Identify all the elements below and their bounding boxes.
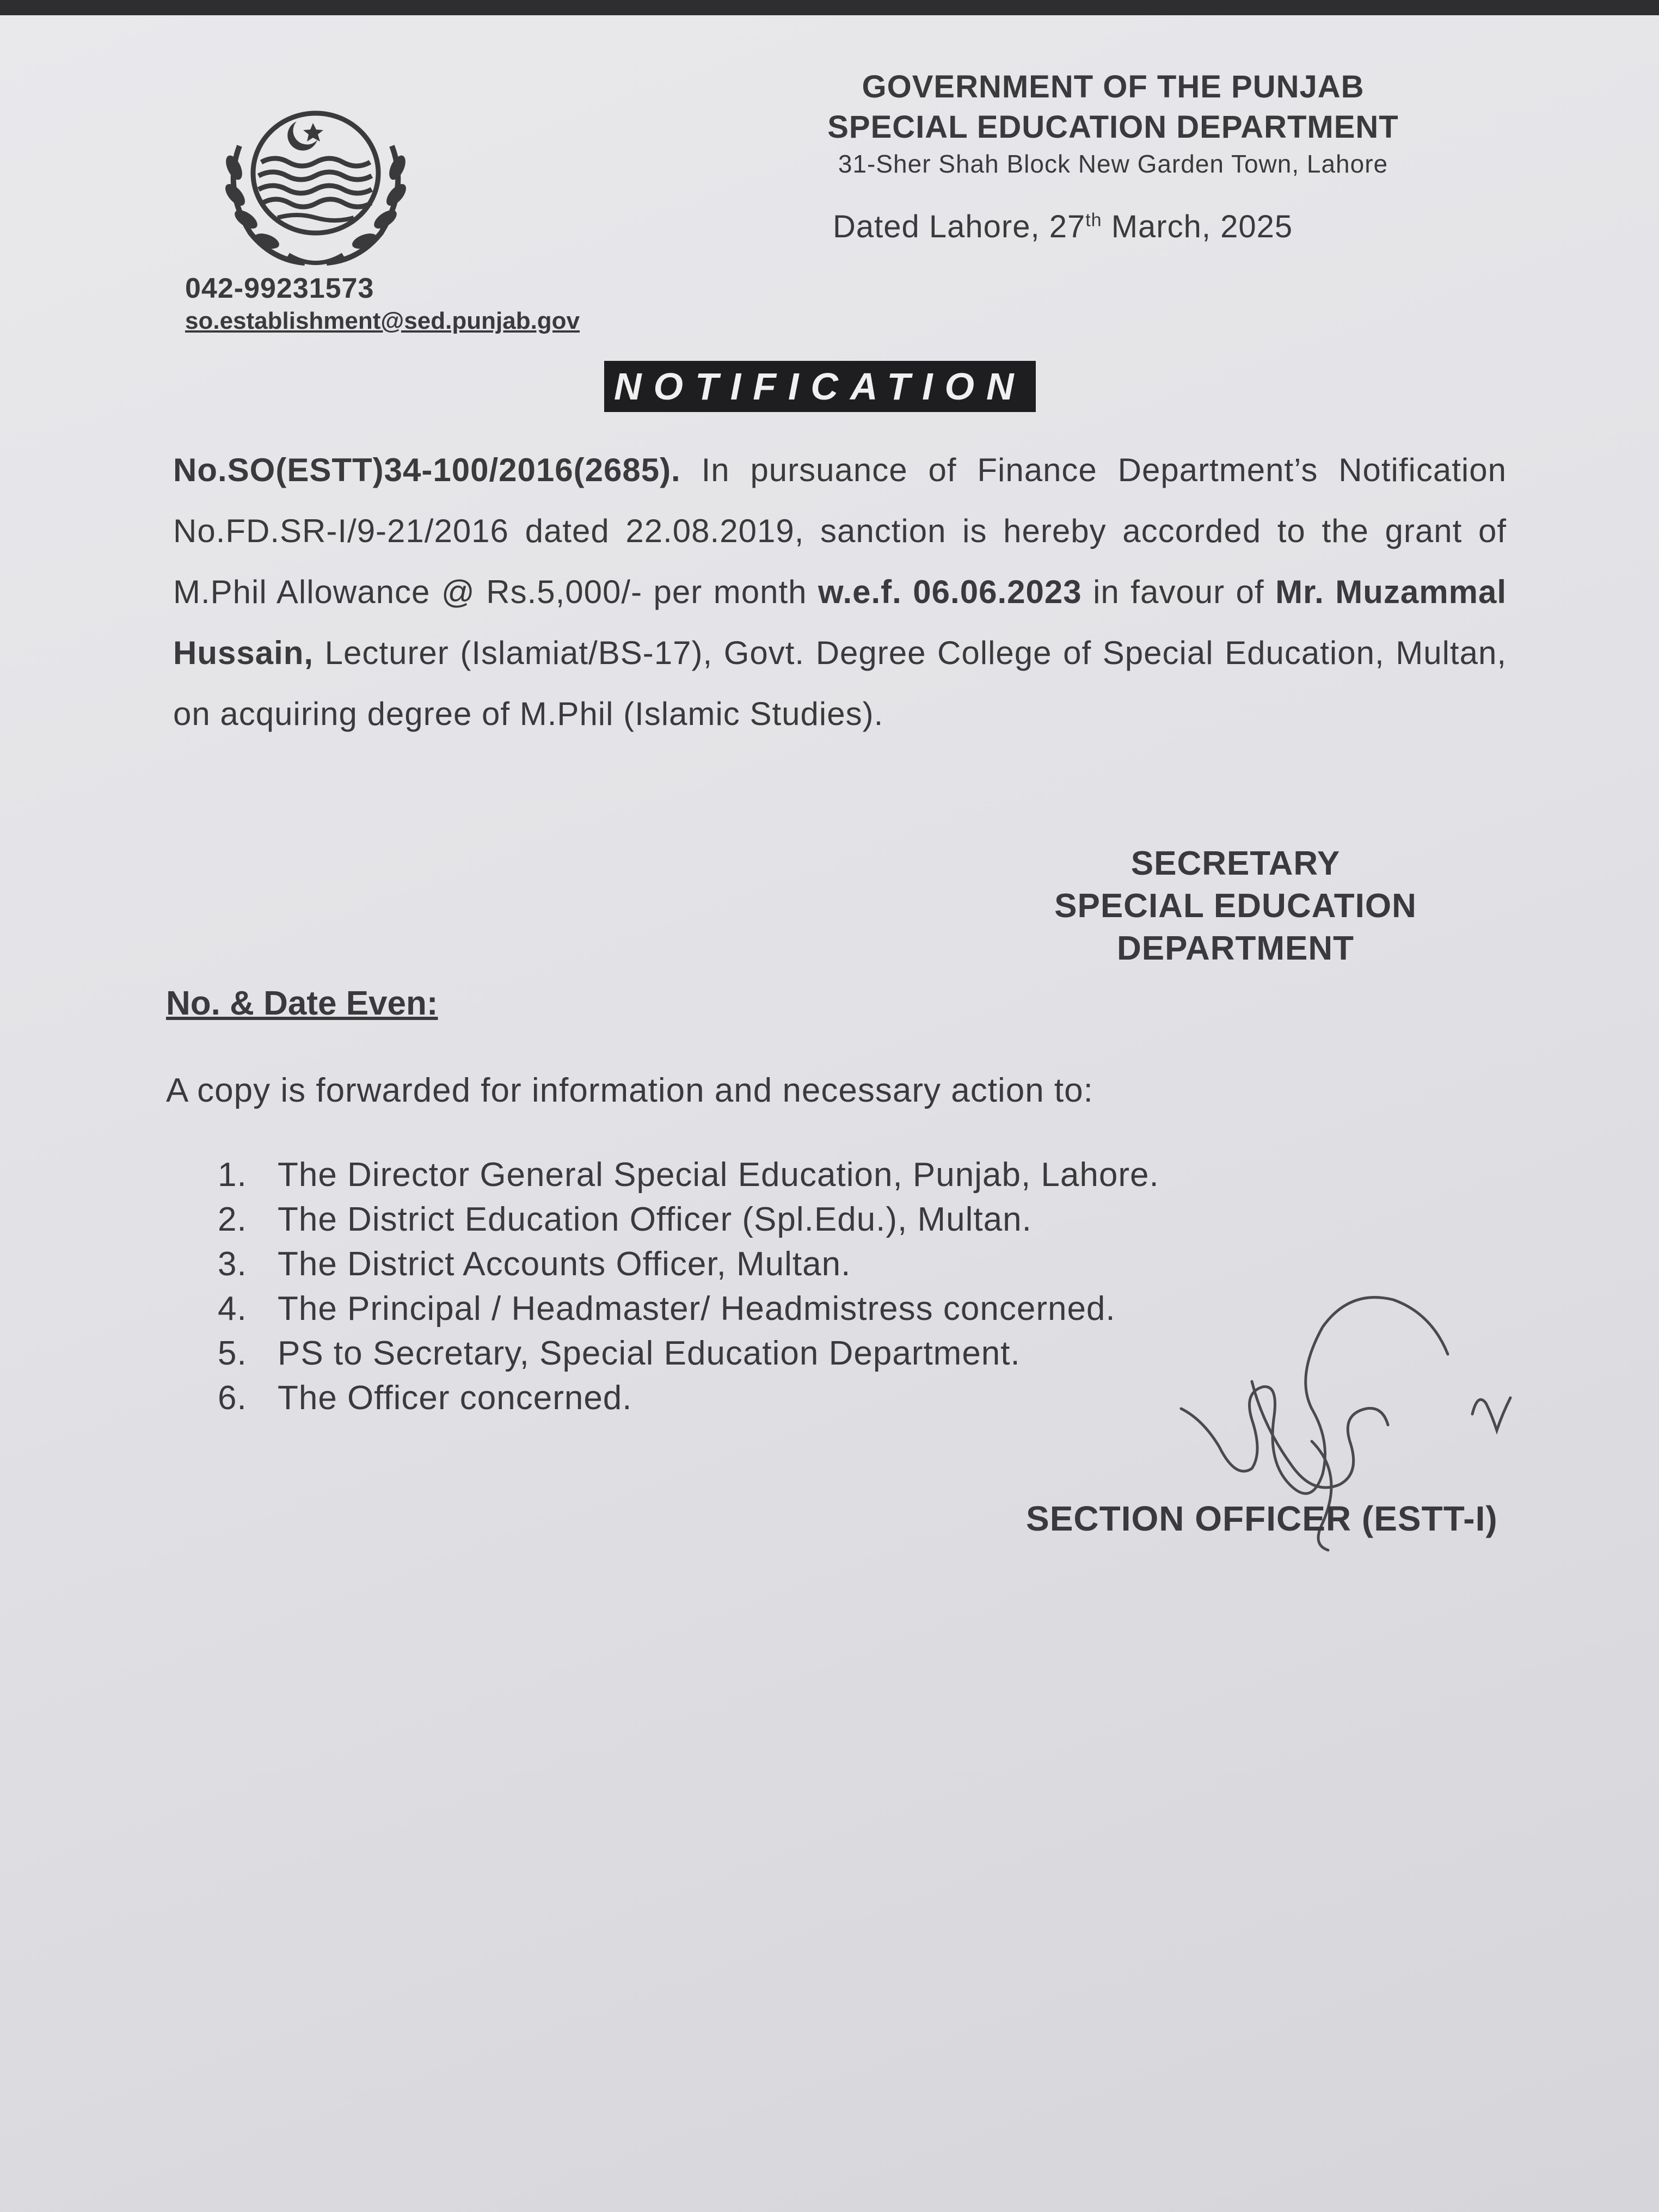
- punjab-emblem-icon: [201, 97, 430, 276]
- list-number: 6.: [218, 1379, 247, 1417]
- signatory-line-1: SECRETARY: [1130, 845, 1341, 882]
- body-text-2: in favour of: [1082, 574, 1276, 610]
- phone-number: 042-99231573: [185, 273, 374, 304]
- list-text: The District Accounts Officer, Multan.: [278, 1245, 851, 1283]
- signatory-line-3: DEPARTMENT: [1117, 930, 1354, 967]
- list-text: The District Education Officer (Spl.Edu.), Multan.: [278, 1201, 1032, 1238]
- list-text: The Officer concerned.: [278, 1379, 632, 1417]
- date-prefix: Dated Lahore, 27: [833, 209, 1086, 244]
- list-item: [218, 1197, 1159, 1242]
- employee-name: Mr. Muzammal Hussain,: [173, 574, 1507, 671]
- list-item: [218, 1376, 1159, 1421]
- email-address: so.establishment@sed.punjab.gov: [185, 308, 580, 334]
- signatory-line-2: SPECIAL EDUCATION: [1054, 887, 1417, 925]
- list-text: The Principal / Headmaster/ Headmistress concerned.: [278, 1290, 1116, 1328]
- list-text: The Director General Special Education, Punjab, Lahore.: [278, 1156, 1159, 1194]
- body-text-1: In pursuance of Finance Department’s Notification No.FD.SR-I/9-21/2016 dated 22.08.2019, sanction is hereby accorded to the grant of M.Phil Allowance @ Rs.5,000/- per month: [173, 452, 1507, 610]
- department-name: SPECIAL EDUCATION DEPARTMENT: [827, 109, 1399, 145]
- list-item: [218, 1242, 1159, 1287]
- issue-date: [833, 208, 1293, 245]
- document-page: [0, 15, 1659, 2212]
- contact-block: [185, 271, 580, 336]
- list-number: 2.: [218, 1201, 247, 1238]
- copy-intro: A copy is forwarded for information and necessary action to:: [166, 1072, 1093, 1109]
- notification-title: NOTIFICATION: [604, 361, 1036, 412]
- effective-date: w.e.f. 06.06.2023: [818, 574, 1082, 610]
- date-ordinal: th: [1085, 210, 1102, 231]
- department-address: 31-Sher Shah Block New Garden Town, Lahore: [838, 150, 1388, 178]
- list-item: [218, 1331, 1159, 1376]
- list-item: [218, 1153, 1159, 1197]
- distribution-list: [218, 1153, 1159, 1421]
- list-item: [218, 1287, 1159, 1331]
- government-header: [751, 67, 1475, 180]
- list-text: PS to Secretary, Special Education Department.: [278, 1335, 1021, 1372]
- date-suffix: March, 2025: [1102, 209, 1293, 244]
- list-number: 1.: [218, 1156, 247, 1194]
- section-officer-title: SECTION OFFICER (ESTT-I): [1026, 1499, 1498, 1538]
- list-number: 5.: [218, 1335, 247, 1372]
- list-number: 3.: [218, 1245, 247, 1283]
- secretary-signatory: [1018, 843, 1453, 970]
- notification-body: [173, 440, 1507, 745]
- body-text-3: Lecturer (Islamiat/BS-17), Govt. Degree College of Special Education, Multan, on acquiring degree of M.Phil (Islamic Studies).: [173, 635, 1507, 732]
- copy-heading: No. & Date Even:: [166, 985, 438, 1022]
- reference-number: No.SO(ESTT)34-100/2016(2685).: [173, 452, 681, 488]
- list-number: 4.: [218, 1290, 247, 1328]
- government-name: GOVERNMENT OF THE PUNJAB: [862, 69, 1365, 105]
